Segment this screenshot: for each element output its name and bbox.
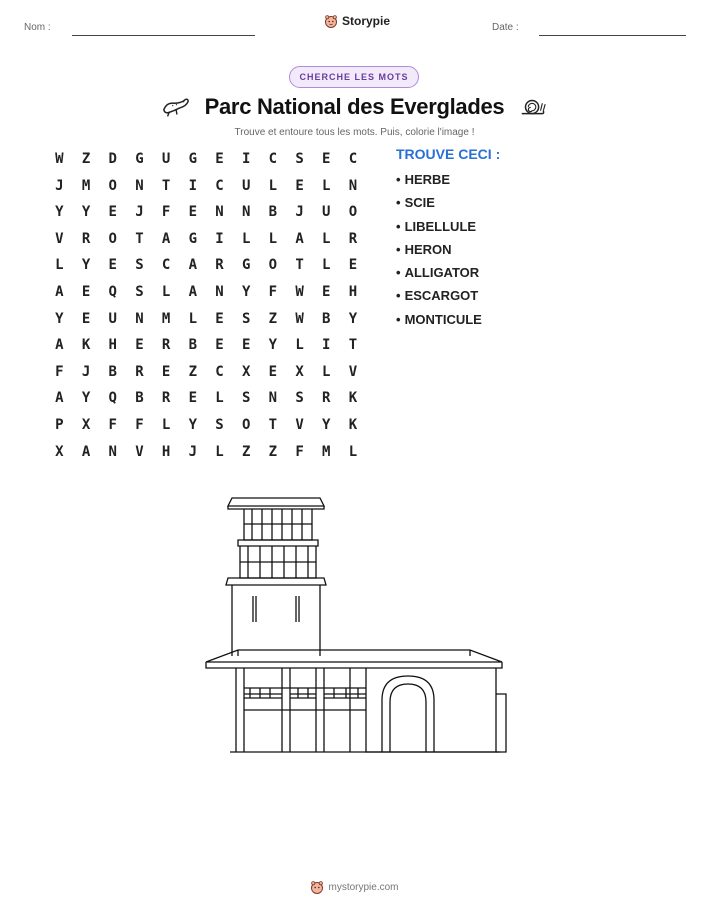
grid-letter[interactable]: I	[241, 151, 251, 167]
grid-row	[46, 173, 366, 200]
grid-letter[interactable]: E	[215, 151, 224, 167]
grid-letter[interactable]: F	[268, 283, 278, 300]
grid-letter[interactable]: M	[81, 177, 91, 194]
grid-letter[interactable]: F	[55, 363, 64, 380]
grid-letter[interactable]: S	[295, 151, 304, 167]
grid-letter[interactable]: G	[188, 230, 197, 247]
grid-letter[interactable]: A	[295, 230, 304, 247]
grid-row	[46, 306, 366, 333]
bullet: •	[396, 311, 401, 327]
grid-letter[interactable]: R	[135, 363, 144, 380]
grid-letter[interactable]: L	[268, 230, 278, 247]
grid-letter[interactable]: E	[81, 283, 91, 300]
grid-letter[interactable]: A	[55, 337, 64, 354]
grid-letter[interactable]: C	[161, 257, 171, 274]
page-title: Parc National des Everglades	[204, 94, 505, 119]
grid-letter[interactable]: F	[108, 416, 117, 433]
grid-letter[interactable]: L	[295, 337, 304, 354]
activity-badge: CHERCHE LES MOTS	[289, 66, 419, 88]
grid-letter[interactable]: V	[55, 230, 64, 247]
bullet: •	[396, 172, 401, 187]
grid-letter[interactable]: Y	[268, 337, 278, 354]
word-list-item	[396, 312, 482, 335]
grid-letter[interactable]: Y	[81, 390, 91, 407]
grid-letter[interactable]: H	[161, 443, 171, 460]
word-list-title: TROUVE CECI :	[396, 146, 501, 162]
grid-letter[interactable]: N	[135, 310, 144, 327]
grid-letter[interactable]: R	[348, 230, 358, 247]
grid-letter[interactable]: B	[322, 310, 331, 327]
grid-letter[interactable]: Y	[241, 283, 251, 300]
grid-letter[interactable]: N	[108, 443, 117, 460]
date-line	[539, 35, 686, 36]
grid-letter[interactable]: L	[55, 257, 64, 274]
word-text: ALLIGATOR	[404, 265, 480, 281]
word-list-item	[396, 195, 482, 218]
grid-letter[interactable]: L	[322, 230, 331, 247]
grid-letter[interactable]: E	[322, 283, 331, 300]
word-list	[396, 172, 482, 335]
grid-letter[interactable]: X	[81, 416, 91, 433]
grid-letter[interactable]: Z	[188, 363, 197, 380]
grid-letter[interactable]: G	[188, 151, 197, 167]
grid-letter[interactable]: L	[322, 177, 331, 194]
grid-letter[interactable]: E	[135, 337, 144, 354]
name-line	[72, 35, 255, 36]
grid-letter[interactable]: I	[322, 337, 331, 354]
grid-letter[interactable]: B	[135, 390, 144, 407]
grid-letter[interactable]: Q	[108, 283, 117, 300]
grid-letter[interactable]: F	[295, 443, 304, 460]
grid-letter[interactable]: L	[161, 283, 171, 300]
grid-letter[interactable]: R	[215, 257, 224, 274]
grid-row	[46, 359, 366, 386]
grid-letter[interactable]: Y	[322, 416, 331, 433]
worksheet-header	[0, 14, 709, 38]
grid-letter[interactable]: E	[188, 390, 197, 407]
grid-letter[interactable]: V	[295, 416, 304, 433]
grid-letter[interactable]: O	[348, 204, 358, 221]
grid-row	[46, 226, 366, 253]
grid-letter[interactable]: T	[161, 177, 171, 194]
grid-letter[interactable]: V	[135, 443, 144, 460]
grid-letter[interactable]: D	[108, 151, 117, 167]
grid-letter[interactable]: L	[161, 416, 171, 433]
grid-row	[46, 279, 366, 306]
grid-letter[interactable]: L	[268, 177, 278, 194]
grid-letter[interactable]: C	[215, 363, 224, 380]
grid-letter[interactable]: E	[295, 177, 304, 194]
brand	[324, 14, 390, 28]
bullet: •	[396, 288, 401, 304]
grid-letter[interactable]: C	[268, 151, 278, 167]
word-text: MONTICULE	[404, 311, 482, 327]
grid-letter[interactable]: R	[161, 337, 171, 354]
grid-letter[interactable]: G	[135, 151, 144, 167]
bullet: •	[396, 265, 401, 281]
grid-letter[interactable]: E	[241, 337, 251, 354]
grid-letter[interactable]: S	[241, 390, 251, 407]
grid-letter[interactable]: N	[241, 204, 251, 221]
grid-letter[interactable]: E	[215, 310, 224, 327]
brand-name: Storypie	[342, 14, 391, 28]
grid-letter[interactable]: R	[322, 390, 331, 407]
grid-letter[interactable]: N	[135, 177, 144, 194]
grid-letter[interactable]: O	[108, 230, 117, 247]
grid-letter[interactable]: I	[215, 230, 224, 247]
grid-letter[interactable]: P	[55, 416, 64, 433]
grid-letter[interactable]: E	[322, 151, 331, 167]
grid-letter[interactable]: J	[135, 204, 144, 221]
grid-letter[interactable]: K	[348, 416, 358, 433]
grid-letter[interactable]: Y	[55, 310, 64, 327]
grid-letter[interactable]: Y	[55, 204, 64, 221]
grid-letter[interactable]: A	[55, 283, 64, 300]
grid-row	[46, 385, 366, 412]
grid-letter[interactable]: J	[295, 204, 304, 221]
grid-letter[interactable]: O	[268, 257, 278, 274]
grid-letter[interactable]: T	[135, 230, 144, 247]
grid-letter[interactable]: T	[295, 257, 304, 274]
grid-letter[interactable]: L	[215, 443, 224, 460]
grid-row	[46, 146, 366, 173]
word-text: SCIE	[404, 195, 435, 211]
grid-letter[interactable]: S	[135, 257, 144, 274]
bullet: •	[396, 241, 401, 257]
grid-letter[interactable]: O	[108, 177, 117, 194]
grid-letter[interactable]: U	[241, 177, 251, 194]
grid-letter[interactable]: G	[241, 257, 251, 274]
grid-letter[interactable]: S	[295, 390, 304, 407]
grid-letter[interactable]: F	[135, 416, 144, 433]
grid-letter[interactable]: B	[268, 204, 278, 221]
grid-letter[interactable]: E	[81, 310, 91, 327]
grid-letter[interactable]: N	[215, 283, 224, 300]
grid-letter[interactable]: J	[81, 363, 91, 380]
grid-letter[interactable]: Q	[108, 390, 117, 407]
grid-letter[interactable]: E	[348, 257, 358, 274]
storypie-footer-logo-icon	[310, 880, 324, 894]
grid-letter[interactable]: B	[188, 337, 197, 354]
grid-row	[46, 199, 366, 226]
grid-letter[interactable]: Z	[241, 443, 251, 460]
word-text: LIBELLULE	[404, 218, 477, 234]
alligator-icon	[161, 94, 191, 120]
grid-letter[interactable]: U	[108, 310, 117, 327]
grid-letter[interactable]: O	[241, 416, 251, 433]
name-label: Nom :	[24, 22, 51, 33]
grid-letter[interactable]: L	[215, 390, 224, 407]
grid-letter[interactable]: Y	[81, 204, 91, 221]
grid-letter[interactable]: N	[215, 204, 224, 221]
word-search-grid[interactable]	[46, 146, 366, 465]
grid-letter[interactable]: E	[188, 204, 197, 221]
grid-letter[interactable]: L	[241, 230, 251, 247]
grid-letter[interactable]: W	[55, 151, 64, 167]
grid-letter[interactable]: Z	[81, 151, 91, 167]
word-list-item	[396, 219, 482, 242]
grid-letter[interactable]: T	[268, 416, 278, 433]
word-text: ESCARGOT	[404, 288, 479, 304]
word-text: HERBE	[404, 172, 451, 187]
grid-letter[interactable]: A	[188, 283, 197, 300]
grid-letter[interactable]: Y	[348, 310, 358, 327]
grid-letter[interactable]: Y	[188, 416, 197, 433]
grid-letter[interactable]: L	[322, 257, 331, 274]
grid-letter[interactable]: U	[161, 151, 171, 167]
grid-letter[interactable]: X	[295, 363, 304, 380]
grid-letter[interactable]: E	[215, 337, 224, 354]
footer-url[interactable]: mystorypie.com	[328, 881, 399, 893]
grid-letter[interactable]: E	[268, 363, 278, 380]
grid-letter[interactable]: A	[55, 390, 64, 407]
grid-letter[interactable]: K	[348, 390, 358, 407]
grid-letter[interactable]: S	[135, 283, 144, 300]
bullet: •	[396, 195, 401, 211]
grid-letter[interactable]: R	[161, 390, 171, 407]
word-text: HERON	[404, 241, 452, 257]
grid-letter[interactable]: L	[322, 363, 331, 380]
grid-letter[interactable]: I	[188, 177, 197, 194]
grid-letter[interactable]: V	[348, 363, 358, 380]
grid-letter[interactable]: K	[81, 337, 91, 354]
grid-letter[interactable]: C	[215, 177, 224, 194]
grid-letter[interactable]: C	[348, 151, 358, 167]
word-list-item	[396, 265, 482, 288]
grid-letter[interactable]: T	[348, 337, 358, 354]
grid-letter[interactable]: N	[348, 177, 358, 194]
grid-letter[interactable]: L	[348, 443, 358, 460]
grid-letter[interactable]: X	[241, 363, 251, 380]
word-list-item	[396, 172, 482, 195]
grid-letter[interactable]: F	[161, 204, 171, 221]
grid-letter[interactable]: H	[108, 337, 117, 354]
grid-letter[interactable]: A	[161, 230, 171, 247]
grid-letter[interactable]: R	[81, 230, 91, 247]
grid-letter[interactable]: B	[108, 363, 117, 380]
grid-letter[interactable]: A	[81, 443, 91, 460]
grid-letter[interactable]: M	[161, 310, 171, 327]
instructions: Trouve et entoure tous les mots. Puis, colorie l'image !	[234, 127, 475, 138]
bullet: •	[396, 218, 401, 234]
grid-letter[interactable]: Z	[268, 443, 278, 460]
storypie-logo-icon	[324, 14, 338, 28]
grid-letter[interactable]: Z	[268, 310, 278, 327]
grid-letter[interactable]: A	[188, 257, 197, 274]
grid-letter[interactable]: E	[108, 257, 117, 274]
footer	[0, 880, 709, 894]
grid-letter[interactable]: H	[348, 283, 358, 300]
grid-letter[interactable]: J	[55, 177, 64, 194]
grid-letter[interactable]: U	[322, 204, 331, 221]
grid-letter[interactable]: N	[268, 390, 278, 407]
grid-row	[46, 332, 366, 359]
grid-letter[interactable]: S	[241, 310, 251, 327]
grid-row	[46, 252, 366, 279]
grid-letter[interactable]: W	[295, 283, 304, 300]
grid-letter[interactable]: W	[295, 310, 304, 327]
grid-letter[interactable]: E	[108, 204, 117, 221]
date-label: Date :	[492, 22, 519, 33]
grid-letter[interactable]: M	[322, 443, 331, 460]
observation-tower-illustration	[200, 488, 510, 758]
grid-letter[interactable]: S	[215, 416, 224, 433]
grid-row	[46, 439, 366, 466]
grid-letter[interactable]: L	[188, 310, 197, 327]
word-list-item	[396, 242, 482, 265]
grid-letter[interactable]: X	[55, 443, 64, 460]
title-row	[0, 92, 709, 122]
snail-icon	[518, 94, 548, 120]
grid-row	[46, 412, 366, 439]
grid-letter[interactable]: J	[188, 443, 197, 460]
grid-letter[interactable]: E	[161, 363, 171, 380]
word-list-item	[396, 288, 482, 311]
grid-letter[interactable]: Y	[81, 257, 91, 274]
